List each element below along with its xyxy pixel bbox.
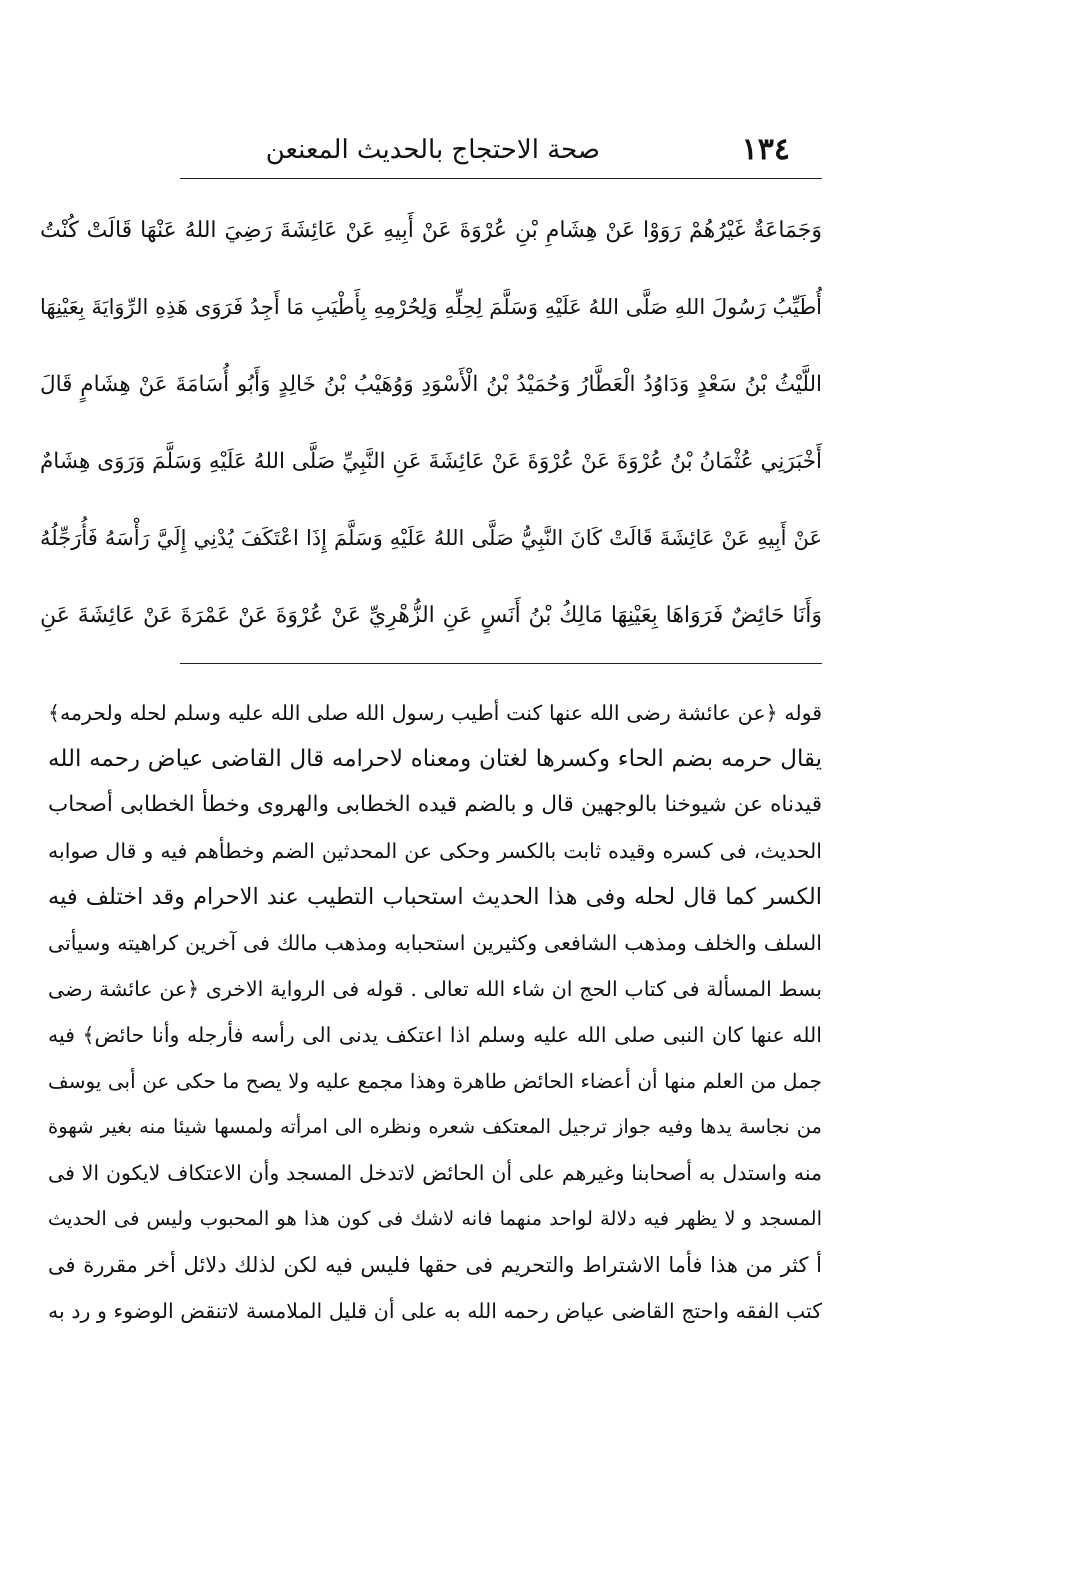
commentary-line: من نجاسة يدها وفيه جواز ترجيل المعتكف شعره ونظره الى امرأته ولمسها شيئا منه بغير شهوة [48, 1115, 822, 1138]
commentary-line: السلف والخلف ومذهب الشافعى وكثيرين استحبابه ومذهب مالك فى آخرين كراهيته وسيأتى [48, 931, 822, 955]
hadith-line: اللَّيْثُ بْنُ سَعْدٍ وَدَاوُدُ الْعَطَّارُ وَحُمَيْدُ بْنُ الْأَسْوَدِ وَوُهَيْبُ بْنُ خَالِدٍ وَأَبُو أُسَامَةَ عَنْ هِشَامٍ قَالَ [40, 372, 822, 397]
header-rule [180, 178, 822, 179]
commentary-line: يقال حرمه بضم الحاء وكسرها لغتان ومعناه لاحرامه قال القاضى عياض رحمه الله [48, 746, 822, 772]
hadith-line: أَخْبَرَنِي عُثْمَانُ بْنُ عُرْوَةَ عَنْ عُرْوَةَ عَنْ عَائِشَةَ عَنِ النَّبِيِّ صَلَّى اللهُ عَلَيْهِ وَسَلَّمَ وَرَوَى هِشَامٌ [40, 449, 822, 474]
commentary-line: الله عنها كان النبى صلى الله عليه وسلم اذا اعتكف يدنى الى رأسه فأرجله وأنا حائض﴾ فيه [48, 1023, 822, 1047]
commentary-line: المسجد و لا يظهر فيه دلالة لواحد منهما فانه لاشك فى كون هذا هو المحبوب وليس فى الحديث [48, 1207, 822, 1230]
commentary-line: قوله ﴿عن عائشة رضى الله عنها كنت أطيب رسول الله صلى الله عليه وسلم لحله ولحرمه﴾ [48, 701, 822, 725]
page-number: ١٣٤ [741, 132, 790, 167]
commentary-line: الحديث، فى كسره وقيده ثابت بالكسر وحكى عن المحدثين الضم وخطأهم فيه و قال صوابه [48, 839, 822, 863]
hadith-line: أُطَيِّبُ رَسُولَ اللهِ صَلَّى اللهُ عَلَيْهِ وَسَلَّمَ لِحِلِّهِ وَلِحُرْمِهِ بِأَطْيَبِ مَا أَجِدُ فَرَوَى هَذِهِ الرِّوَايَةَ بِعَيْنِهَا [40, 295, 822, 319]
commentary-line: أ كثر من هذا فأما الاشتراط والتحريم فى حقها فليس فيه لكن لذلك دلائل أخر مقررة فى [48, 1253, 822, 1277]
commentary-line: الكسر كما قال لحله وفى هذا الحديث استحباب التطيب عند الاحرام وقد اختلف فيه [48, 884, 822, 910]
running-title: صحة الاحتجاج بالحديث المعنعن [265, 135, 600, 165]
hadith-line: عَنْ أَبِيهِ عَنْ عَائِشَةَ قَالَتْ كَانَ النَّبِيُّ صَلَّى اللهُ عَلَيْهِ وَسَلَّمَ إِذَا اعْتَكَفَ يُدْنِي إِلَيَّ رَأْسَهُ فَأُرَجِّلُهُ [40, 526, 822, 550]
hadith-line: وَأَنَا حَائِضٌ فَرَوَاهَا بِعَيْنِهَا مَالِكُ بْنُ أَنَسٍ عَنِ الزُّهْرِيِّ عَنْ عُرْوَةَ عَنْ عَمْرَةَ عَنْ عَائِشَةَ عَنِ [40, 603, 822, 628]
commentary-line: جمل من العلم منها أن أعضاء الحائض طاهرة وهذا مجمع عليه ولا يصح ما حكى عن أبى يوسف [48, 1069, 822, 1093]
commentary-line: منه واستدل به أصحابنا وغيرهم على أن الحائض لاتدخل المسجد وأن الاعتكاف لايكون الا فى [48, 1161, 822, 1185]
commentary-text-block [48, 690, 822, 1334]
commentary-line: بسط المسألة فى كتاب الحج ان شاء الله تعالى . قوله فى الرواية الاخرى ﴿عن عائشة رضى [48, 977, 822, 1001]
commentary-line: قيدناه عن شيوخنا بالوجهين قال و بالضم قيده الخطابى والهروى وخطأ الخطابى أصحاب [48, 792, 822, 817]
hadith-line: وَجَمَاعَةٌ غَيْرُهُمْ رَوَوْا عَنْ هِشَامِ بْنِ عُرْوَةَ عَنْ أَبِيهِ عَنْ عَائِشَةَ رَضِيَ اللهُ عَنْهَا قَالَتْ كُنْتُ [40, 218, 822, 243]
section-divider [180, 663, 822, 664]
page-header [180, 128, 820, 172]
hadith-text-block [40, 192, 822, 654]
commentary-line: كتب الفقه واحتج القاضى عياض رحمه الله به على أن قليل الملامسة لاتنقض الوضوء و رد به [48, 1299, 822, 1323]
